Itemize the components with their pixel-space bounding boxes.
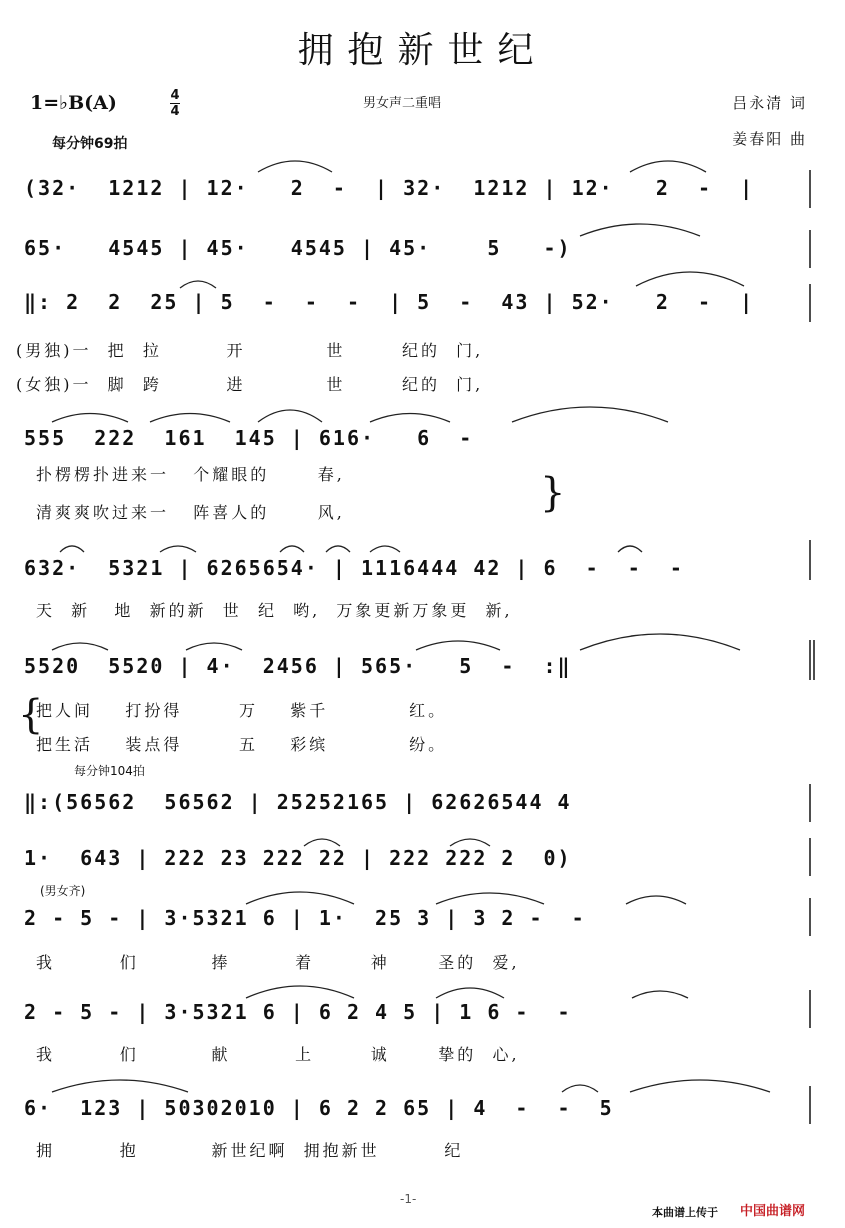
notation: 632· 5321 | 6265654· | 1116444 42 | 6 - - - xyxy=(24,556,684,580)
slur xyxy=(636,272,744,286)
slur xyxy=(436,988,504,998)
meter-bottom: 4 xyxy=(170,104,180,119)
site-logo: 中国曲谱网 xyxy=(740,1204,806,1219)
voicing-label: 男女声二重唱 xyxy=(363,96,442,111)
staff-row xyxy=(24,236,824,264)
staff-row xyxy=(24,846,824,874)
staff-row xyxy=(24,654,824,682)
slur xyxy=(618,546,642,552)
slur xyxy=(258,410,322,422)
lyric-line: 我 们 捧 着 神 圣的 爱, xyxy=(36,953,520,972)
meter-top: 4 xyxy=(170,88,180,103)
time-signature xyxy=(170,88,180,119)
slur xyxy=(180,281,216,288)
song-title: 拥抱新世纪 xyxy=(297,30,548,71)
staff-row xyxy=(24,906,824,934)
slur xyxy=(52,643,108,650)
lyric-line: 把人间 打扮得 万 紫千 红。 xyxy=(36,701,448,720)
notation: 1· 643 | 222 23 222 22 | 222 222 2 0) xyxy=(24,846,572,870)
slur xyxy=(562,1085,598,1092)
slur xyxy=(370,414,450,423)
slur xyxy=(304,839,340,846)
lyric-line: (男独)一 把 拉 开 世 纪的 门, xyxy=(16,341,484,360)
key-signature: 1=♭B(A) xyxy=(30,92,117,114)
slur xyxy=(52,414,128,423)
lyricist-credit: 吕永清 词 xyxy=(732,94,807,112)
slur xyxy=(326,546,350,552)
slur xyxy=(450,839,490,846)
slur xyxy=(630,161,706,172)
lyric-line: 天 新 地 新的新 世 纪 哟, 万象更新万象更 新, xyxy=(36,601,513,620)
slur xyxy=(246,986,354,998)
lyric-line: 我 们 献 上 诚 挚的 心, xyxy=(36,1045,520,1064)
staff-row xyxy=(24,176,824,204)
source-label: 本曲谱上传于 xyxy=(652,1206,718,1219)
notation: 65· 4545 | 45· 4545 | 45· 5 -) xyxy=(24,236,572,260)
slur xyxy=(258,161,332,172)
slur xyxy=(580,634,740,650)
notation: 2 - 5 - | 3·5321 6 | 6 2 4 5 | 1 6 - - xyxy=(24,1000,572,1024)
lyric-line: 拥 抱 新世纪啊 拥抱新世 纪 xyxy=(36,1141,464,1160)
composer-credit: 姜春阳 曲 xyxy=(732,130,807,148)
right-brace: } xyxy=(540,470,566,516)
slur xyxy=(632,991,688,998)
staff-row xyxy=(24,290,824,318)
tempo-marking: 每分钟69拍 xyxy=(52,136,128,152)
slur xyxy=(416,641,500,650)
slur xyxy=(512,407,668,422)
notation: 2 - 5 - | 3·5321 6 | 1· 25 3 | 3 2 - - xyxy=(24,906,586,930)
notation: 6· 123 | 50302010 | 6 2 2 65 | 4 - - 5 xyxy=(24,1096,614,1120)
slur xyxy=(370,546,400,552)
tempo-marking-2: 每分钟104拍 xyxy=(74,764,145,778)
slur xyxy=(436,893,544,904)
staff-row xyxy=(24,1096,824,1124)
notation: 5520 5520 | 4· 2456 | 565· 5 - :‖ xyxy=(24,654,572,678)
lyric-line: 清爽爽吹过来一 阵喜人的 风, xyxy=(36,503,345,522)
slur xyxy=(160,546,196,552)
notation: ‖:(56562 56562 | 25252165 | 62626544 4 xyxy=(24,790,572,814)
slur xyxy=(150,414,230,423)
lyric-line: 把生活 装点得 五 彩缤 纷。 xyxy=(36,735,448,754)
slur xyxy=(246,892,354,904)
slur xyxy=(186,643,242,650)
lyric-line: 扑楞楞扑进来一 个耀眼的 春, xyxy=(36,465,345,484)
slur xyxy=(630,1080,770,1092)
together-label: (男女齐) xyxy=(40,884,86,898)
notation: (32· 1212 | 12· 2 - | 32· 1212 | 12· 2 - | xyxy=(24,176,755,200)
page-number: -1- xyxy=(400,1192,417,1206)
staff-row xyxy=(24,790,824,818)
slur xyxy=(626,896,686,904)
staff-row xyxy=(24,426,824,454)
notation: 555 222 161 145 | 616· 6 - xyxy=(24,426,474,450)
slur xyxy=(280,546,304,552)
slur xyxy=(60,546,84,552)
left-brace: { xyxy=(18,692,44,738)
slur xyxy=(580,224,700,236)
lyric-line: (女独)一 脚 跨 进 世 纪的 门, xyxy=(16,375,484,394)
slur xyxy=(52,1080,188,1092)
notation: ‖: 2 2 25 | 5 - - - | 5 - 43 | 52· 2 - | xyxy=(24,290,755,314)
staff-row xyxy=(24,1000,824,1028)
staff-row xyxy=(24,556,824,584)
